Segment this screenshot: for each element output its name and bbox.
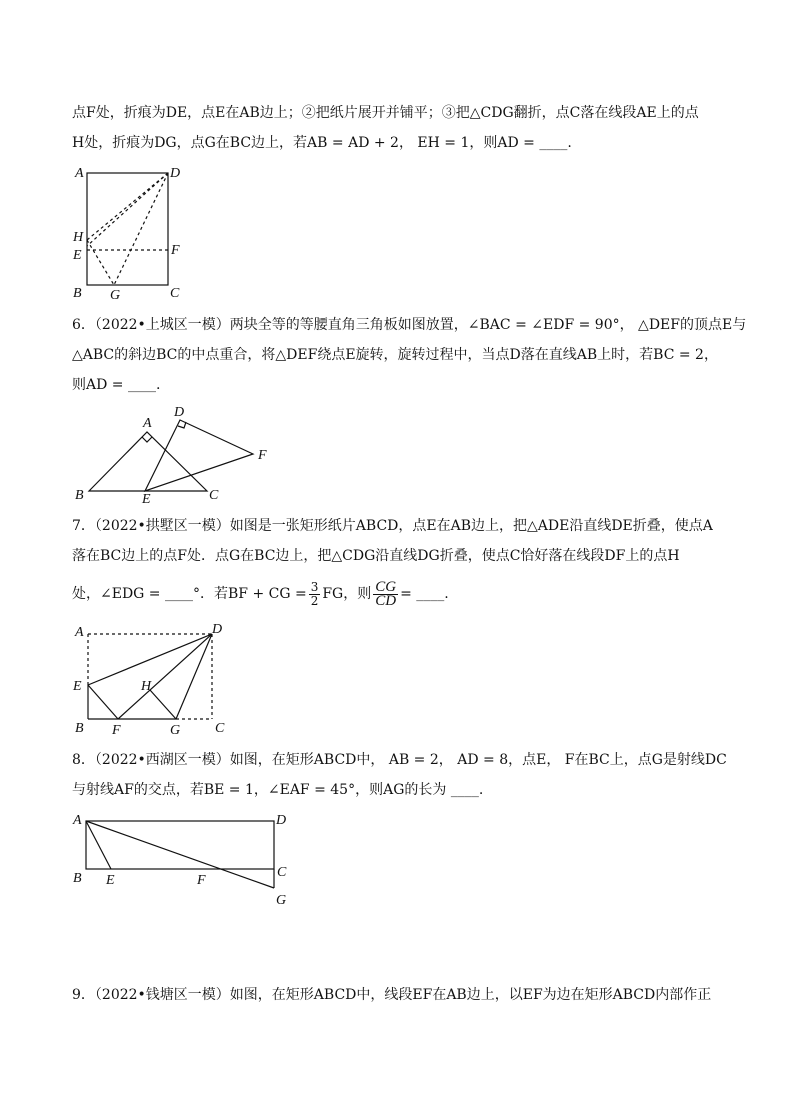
q8-text-line1: 8．（2022•西湖区一模）如图，在矩形ABCD中， AB = 2， AD = 8，点E， F在BC上，点G是射线DC: [72, 752, 727, 768]
q7-label-F: F: [112, 723, 121, 738]
q7-text-part-b: FG，则: [322, 586, 372, 602]
q5-text-line1: 点F处，折痕为DE，点E在AB边上；②把纸片展开并铺平；③把△CDG翻折，点C落在线段AE上的点: [72, 105, 699, 121]
q7-label-A: A: [75, 625, 84, 640]
q5-rectangle: [87, 173, 168, 285]
q7-fraction-3-2: $\frac{3}{2}$: [310, 579, 319, 608]
q6-text-line1: 6．（2022•上城区一模）两块全等的等腰直角三角板如图放置，∠BAC = ∠EDF = 90°， △DEF的顶点E与: [72, 317, 747, 333]
q8-label-A: A: [73, 813, 82, 828]
q8-label-D: D: [276, 813, 287, 828]
q8-figure: [70, 810, 310, 910]
q8-label-F: F: [197, 873, 206, 888]
q6-right-angle-A: [142, 437, 152, 442]
q8-label-E: E: [106, 873, 115, 888]
q5-label-D: D: [170, 166, 181, 181]
q6-label-E: E: [142, 492, 151, 507]
q7-text-line2: 落在BC边上的点F处．点G在BC边上，把△CDG沿直线DG折叠，使点C恰好落在线段DF上的点H: [72, 548, 680, 564]
q7-label-D: D: [212, 622, 223, 637]
q7-label-C: C: [215, 721, 225, 736]
q6-label-A: A: [143, 416, 152, 431]
q8-label-C: C: [277, 865, 287, 880]
q9-text-line1: 9．（2022•钱塘区一模）如图，在矩形ABCD中，线段EF在AB边上，以EF为边在矩形ABCD内部作正: [72, 987, 712, 1003]
q7-text-line3: [72, 577, 449, 611]
q6-label-F: F: [258, 448, 267, 463]
q5-fold-HG: [87, 240, 114, 285]
q8-label-G: G: [276, 893, 287, 908]
q7-label-E: E: [73, 679, 82, 694]
q5-fold-DH: [87, 173, 168, 240]
q5-label-A: A: [75, 166, 84, 181]
q5-label-F: F: [171, 243, 180, 258]
q8-text-line2: 与射线AF的交点，若BE = 1，∠EAF = 45°，则AG的长为 ____.: [72, 782, 484, 798]
q6-figure: [72, 402, 282, 507]
q7-label-G: G: [170, 723, 181, 738]
q5-fold-DG: [114, 173, 168, 285]
q7-text-line1: 7．（2022•拱墅区一模）如图是一张矩形纸片ABCD，点E在AB边上，把△ADE沿直线DE折叠，使点A: [72, 518, 713, 534]
q6-text-line2: △ABC的斜边BC的中点重合，将△DEF绕点E旋转，旋转过程中，当点D落在直线AB上时，若BC = 2，: [72, 347, 718, 363]
q7-label-B: B: [75, 721, 84, 736]
q6-label-C: C: [209, 488, 219, 503]
q7-label-H: H: [141, 679, 152, 694]
q6-label-B: B: [75, 488, 84, 503]
q5-label-C: C: [170, 286, 180, 301]
q7-fold-HG: [150, 690, 176, 719]
q8-label-B: B: [73, 871, 82, 886]
q7-text-part-a: 处，∠EDG = ____°．若BF + CG =: [72, 586, 307, 602]
q5-label-B: B: [73, 286, 82, 301]
q7-fraction-cg-cd: $\frac{CG}{CD}$: [375, 578, 397, 609]
q5-text-line2: H处，折痕为DG，点G在BC边上，若AB = AD + 2， EH = 1，则AD = ____.: [72, 135, 572, 151]
q5-figure: [68, 163, 188, 303]
q6-label-D: D: [174, 405, 185, 420]
q7-figure: [72, 622, 242, 742]
q6-triangle-DEF: [145, 420, 253, 491]
q5-label-E: E: [73, 248, 82, 263]
q5-fold-DE: [87, 173, 168, 246]
q7-text-part-c: = ____.: [400, 586, 449, 602]
q8-rectangle: [86, 821, 274, 869]
q5-label-G: G: [110, 288, 121, 303]
q6-text-line3: 则AD = ____.: [72, 377, 161, 393]
q7-fold-EF: [88, 685, 118, 719]
q5-label-H: H: [73, 230, 84, 245]
